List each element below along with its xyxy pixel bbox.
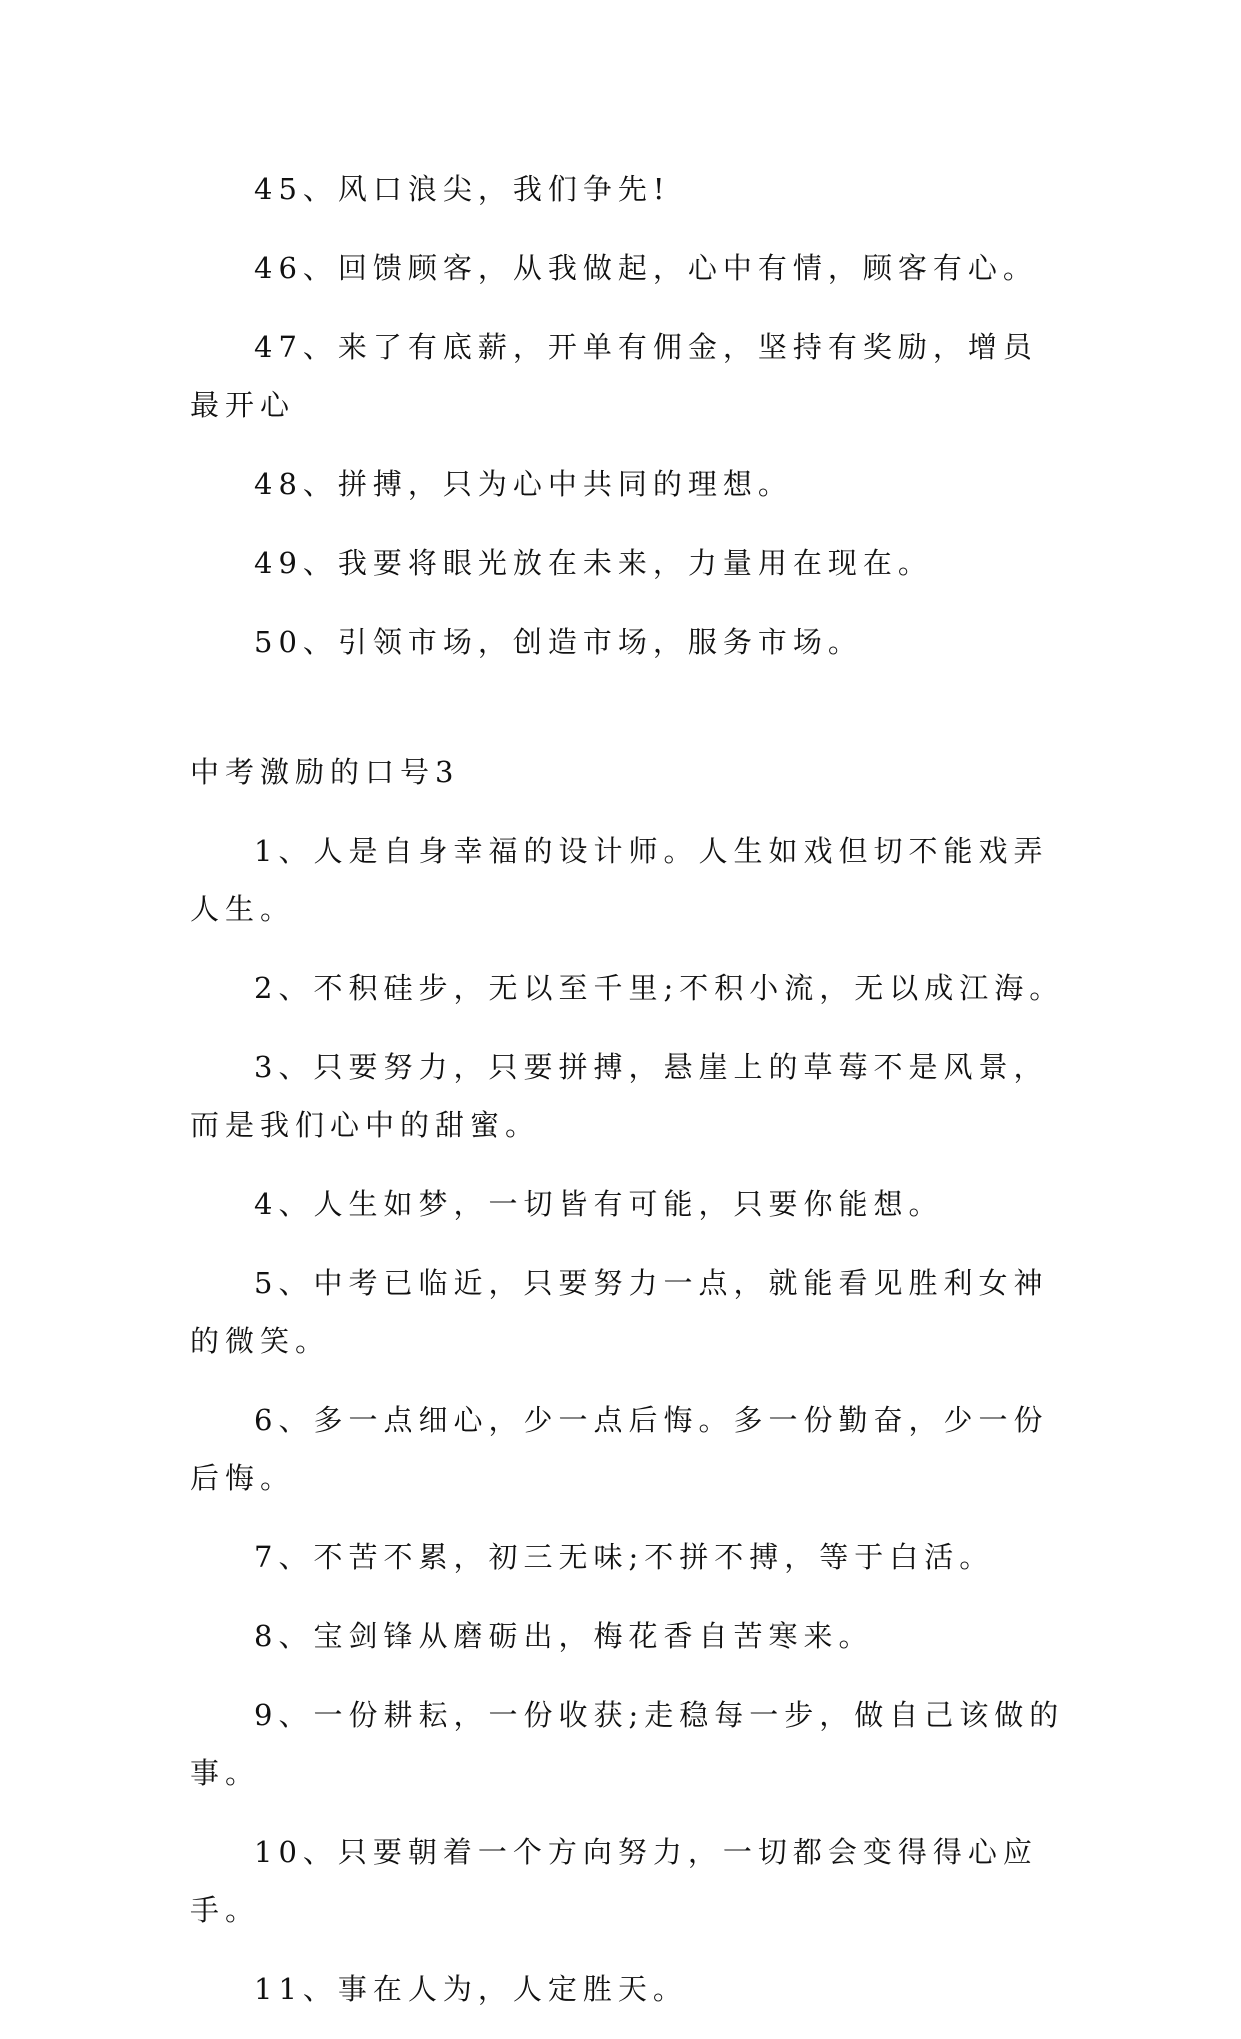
section-item-9: 9、一份耕耘，一份收获;走稳每一步，做自己该做的事。 [190, 1698, 1065, 1790]
section-item-3: 3、只要努力，只要拼搏，悬崖上的草莓不是风景，而是我们心中的甜蜜。 [190, 1050, 1049, 1142]
document-content [190, 160, 1070, 2039]
slogan-45: 45、风口浪尖，我们争先! [254, 172, 671, 206]
section-item-7: 7、不苦不累，初三无味;不拼不搏，等于白活。 [254, 1540, 995, 1574]
section-item-1: 1、人是自身幸福的设计师。人生如戏但切不能戏弄人生。 [190, 834, 1049, 926]
section-item-5: 5、中考已临近，只要努力一点，就能看见胜利女神的微笑。 [190, 1266, 1049, 1358]
section-item-8: 8、宝剑锋从磨砺出，梅花香自苦寒来。 [254, 1619, 874, 1653]
slogan-50: 50、引领市场，创造市场，服务市场。 [254, 625, 863, 659]
slogan-46: 46、回馈顾客，从我做起，心中有情，顾客有心。 [254, 251, 1038, 285]
section-item-6: 6、多一点细心，少一点后悔。多一份勤奋，少一份后悔。 [190, 1403, 1049, 1495]
section-item-2: 2、不积硅步，无以至千里;不积小流，无以成江海。 [254, 971, 1065, 1005]
slogan-48: 48、拼搏，只为心中共同的理想。 [254, 467, 793, 501]
slogan-49: 49、我要将眼光放在未来，力量用在现在。 [254, 546, 933, 580]
section-item-10: 10、只要朝着一个方向努力，一切都会变得得心应手。 [190, 1835, 1038, 1927]
section-item-4: 4、人生如梦，一切皆有可能，只要你能想。 [254, 1187, 944, 1221]
section-item-11: 11、事在人为，人定胜天。 [254, 1972, 688, 2006]
slogan-47: 47、来了有底薪，开单有佣金，坚持有奖励，增员最开心 [190, 330, 1038, 422]
section-title: 中考激励的口号3 [190, 755, 460, 789]
